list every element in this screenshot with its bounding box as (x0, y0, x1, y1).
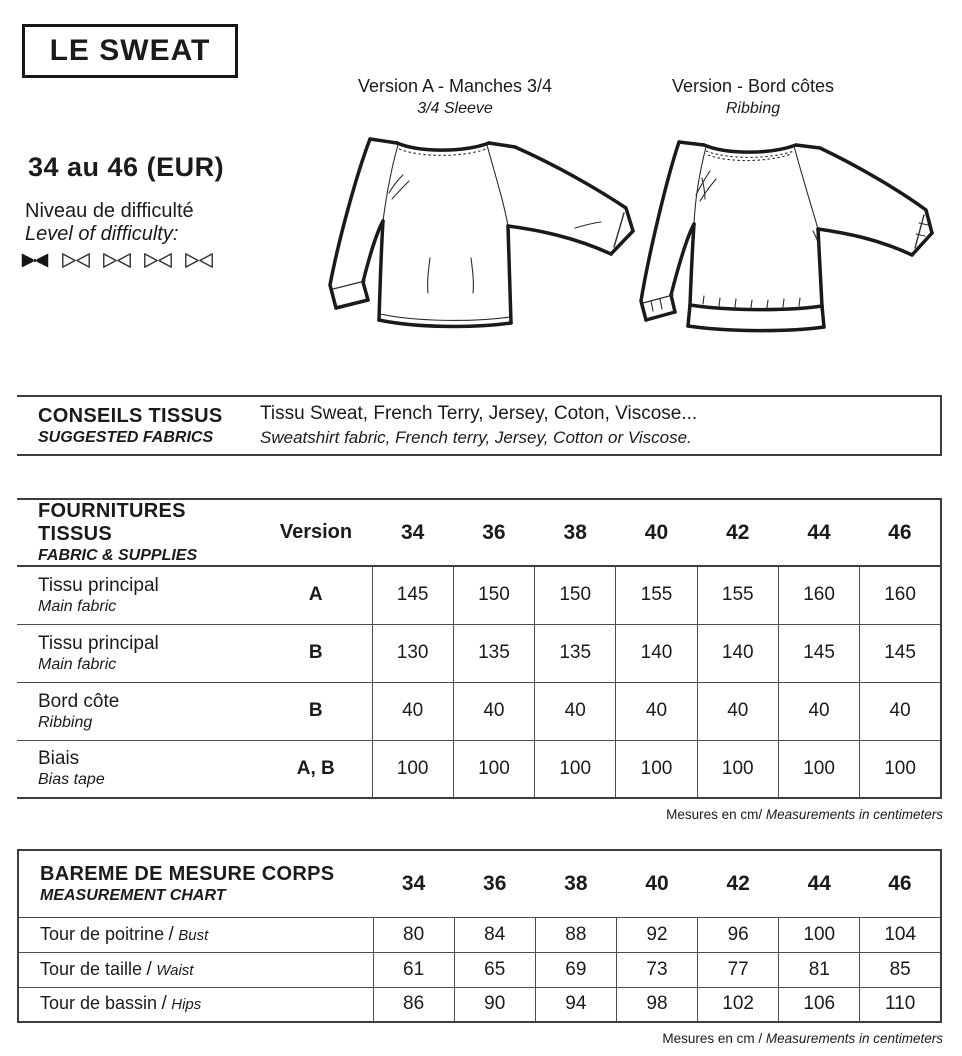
supplies-table-title (17, 499, 260, 566)
cell-value: 88 (535, 917, 616, 952)
suggested-fabrics-text-en: Sweatshirt fabric, French terry, Jersey, Cotton or Viscose. (260, 428, 692, 447)
supplies-header-row (17, 499, 941, 566)
measurement-header-row (18, 850, 941, 917)
cell-value: 155 (616, 566, 697, 624)
row-label-en: Bust (178, 926, 209, 944)
cell-value: 110 (860, 987, 941, 1022)
table-row (17, 740, 941, 798)
size-header: 42 (698, 850, 779, 917)
fabric-supplies-table (17, 498, 942, 799)
size-header: 44 (779, 850, 860, 917)
label-separator: / (146, 958, 152, 980)
table-row (17, 566, 941, 624)
suggested-fabrics-label-en: SUGGESTED FABRICS (38, 428, 214, 446)
bow-tie-icon-outline (102, 251, 132, 270)
bow-tie-icon-outline (184, 251, 214, 270)
sweater-version-a-illustration (325, 133, 655, 345)
label-separator: / (168, 923, 174, 945)
version-a-subtitle: 3/4 Sleeve (417, 100, 493, 117)
bow-tie-icon-filled (20, 251, 50, 270)
row-version: B (260, 624, 372, 682)
cell-value: 81 (779, 952, 860, 987)
size-header: 38 (535, 499, 616, 566)
size-header: 46 (860, 850, 941, 917)
row-label-fr: Bord côte (38, 690, 120, 712)
size-header: 36 (454, 850, 535, 917)
row-label-en: Hips (171, 996, 202, 1014)
row-label-en: Main fabric (38, 597, 117, 615)
row-label-fr: Tissu principal (38, 632, 159, 654)
difficulty-label-en: Level of difficulty: (25, 223, 179, 245)
cell-value: 40 (535, 682, 616, 740)
cell-value: 145 (778, 624, 859, 682)
measurement-table-title (18, 850, 373, 917)
sweater-version-b-illustration (638, 133, 958, 345)
cell-value: 84 (454, 917, 535, 952)
cell-value: 85 (860, 952, 941, 987)
cell-value: 40 (860, 682, 941, 740)
cell-value: 40 (697, 682, 778, 740)
size-header: 40 (616, 499, 697, 566)
units-note (666, 807, 943, 822)
table-row (18, 917, 941, 952)
row-label (18, 952, 373, 987)
cell-value: 98 (616, 987, 697, 1022)
size-header: 44 (778, 499, 859, 566)
size-header: 46 (860, 499, 941, 566)
bow-tie-icon-outline (143, 251, 173, 270)
cell-value: 150 (535, 566, 616, 624)
row-version: A (260, 566, 372, 624)
cell-value: 160 (778, 566, 859, 624)
cell-value: 65 (454, 952, 535, 987)
suggested-fabrics-box (17, 395, 942, 456)
cell-value: 104 (860, 917, 941, 952)
cell-value: 100 (453, 740, 534, 798)
row-label-en: Main fabric (38, 655, 117, 673)
units-note-fr: Mesures en cm/ (666, 807, 763, 822)
cell-value: 86 (373, 987, 454, 1022)
size-header: 34 (372, 499, 453, 566)
row-label-en: Bias tape (38, 771, 105, 789)
pattern-title: LE SWEAT (49, 34, 211, 67)
cell-value: 100 (779, 917, 860, 952)
units-note (662, 1031, 943, 1046)
cell-value: 100 (697, 740, 778, 798)
suggested-fabrics-label-fr: CONSEILS TISSUS (38, 404, 223, 427)
suggested-fabrics-label (17, 405, 260, 447)
row-label-fr: Tissu principal (38, 574, 159, 596)
units-note-en: Measurements in centimeters (765, 807, 943, 822)
cell-value: 100 (778, 740, 859, 798)
difficulty-label-fr: Niveau de difficulté (25, 200, 194, 222)
cell-value: 106 (779, 987, 860, 1022)
row-label-en: Ribbing (38, 713, 93, 731)
row-label-fr: Biais (38, 748, 80, 770)
table-row (18, 952, 941, 987)
table-row (17, 624, 941, 682)
cell-value: 92 (616, 917, 697, 952)
cell-value: 135 (453, 624, 534, 682)
cell-value: 90 (454, 987, 535, 1022)
cell-value: 145 (860, 624, 941, 682)
row-label-en: Waist (156, 961, 194, 979)
cell-value: 61 (373, 952, 454, 987)
suggested-fabrics-text (260, 403, 697, 448)
cell-value: 40 (616, 682, 697, 740)
version-a-title: Version A - Manches 3/4 (357, 76, 553, 96)
cell-value: 40 (778, 682, 859, 740)
size-header: 42 (697, 499, 778, 566)
label-separator: / (161, 993, 167, 1015)
table-row (17, 682, 941, 740)
size-header: 36 (453, 499, 534, 566)
version-a-caption (300, 76, 610, 118)
measurement-chart-table (17, 849, 942, 1023)
version-b-subtitle: Ribbing (725, 100, 781, 117)
pattern-title-box (22, 24, 238, 78)
cell-value: 100 (616, 740, 697, 798)
supplies-title-fr: FOURNITURES TISSUS (38, 500, 186, 545)
bow-tie-icon-outline (61, 251, 91, 270)
row-label (17, 740, 260, 798)
supplies-title-en: FABRIC & SUPPLIES (38, 547, 198, 564)
measurement-title-en: MEASUREMENT CHART (40, 886, 226, 904)
row-version: B (260, 682, 372, 740)
cell-value: 140 (697, 624, 778, 682)
units-note-fr: Mesures en cm / (662, 1031, 763, 1046)
cell-value: 40 (372, 682, 453, 740)
cell-value: 100 (860, 740, 941, 798)
row-label (18, 987, 373, 1022)
cell-value: 150 (453, 566, 534, 624)
size-header: 34 (373, 850, 454, 917)
cell-value: 69 (535, 952, 616, 987)
row-label (17, 566, 260, 624)
difficulty-rating (20, 251, 214, 270)
units-note-en: Measurements in centimeters (765, 1031, 943, 1046)
row-label-fr: Tour de taille (40, 958, 143, 979)
cell-value: 80 (373, 917, 454, 952)
size-header: 40 (616, 850, 697, 917)
cell-value: 100 (535, 740, 616, 798)
cell-value: 96 (698, 917, 779, 952)
version-b-title: Version - Bord côtes (671, 76, 835, 96)
table-row (18, 987, 941, 1022)
cell-value: 135 (535, 624, 616, 682)
row-label (17, 682, 260, 740)
cell-value: 160 (860, 566, 941, 624)
suggested-fabrics-text-fr: Tissu Sweat, French Terry, Jersey, Coton, Viscose... (260, 403, 698, 424)
cell-value: 102 (698, 987, 779, 1022)
cell-value: 77 (698, 952, 779, 987)
cell-value: 73 (616, 952, 697, 987)
version-b-caption (608, 76, 898, 118)
row-label-fr: Tour de poitrine (40, 923, 165, 944)
cell-value: 100 (372, 740, 453, 798)
row-label-fr: Tour de bassin (40, 993, 158, 1014)
row-version: A, B (260, 740, 372, 798)
size-range: 34 au 46 (EUR) (28, 152, 225, 182)
size-header: 38 (535, 850, 616, 917)
cell-value: 145 (372, 566, 453, 624)
row-label (17, 624, 260, 682)
version-column-header: Version (260, 499, 372, 566)
cell-value: 94 (535, 987, 616, 1022)
measurement-title-fr: BAREME DE MESURE CORPS (40, 862, 335, 885)
row-label (18, 917, 373, 952)
cell-value: 155 (697, 566, 778, 624)
cell-value: 130 (372, 624, 453, 682)
cell-value: 140 (616, 624, 697, 682)
cell-value: 40 (453, 682, 534, 740)
